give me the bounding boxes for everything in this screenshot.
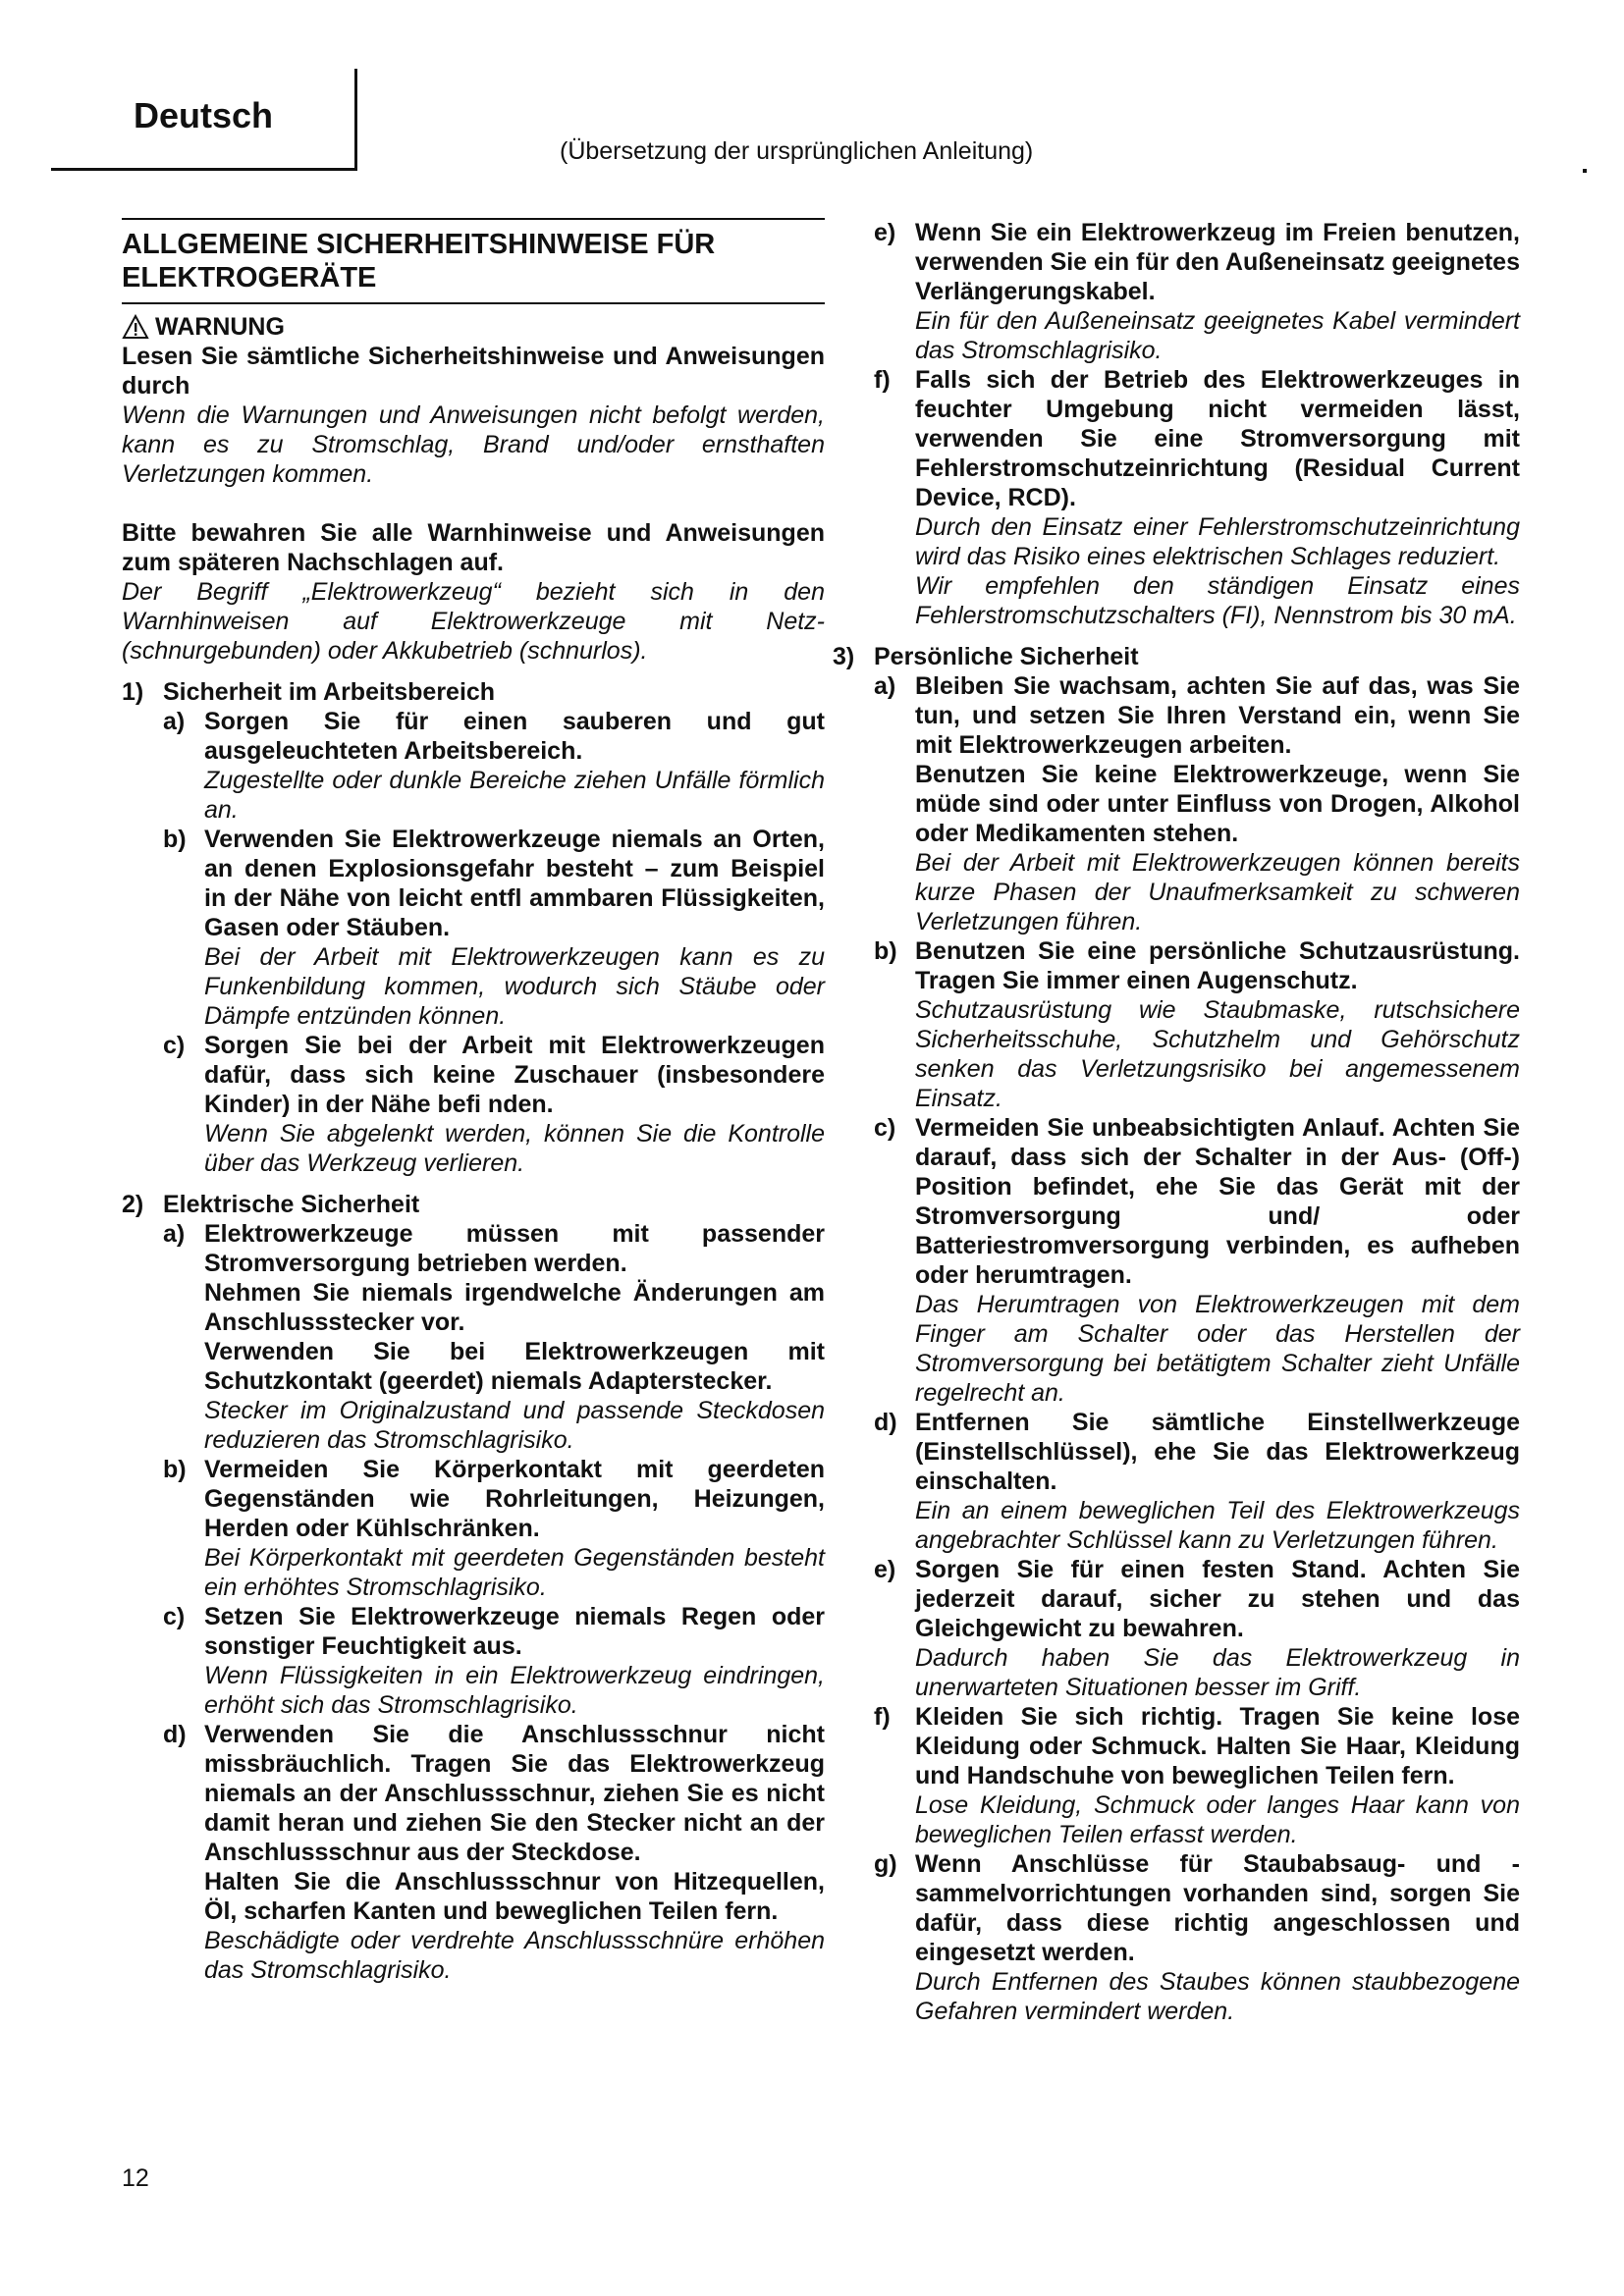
item-instruction: Vermeiden Sie Körperkontakt mit geerdeten Gegenständen wie Rohrleitungen, Heizungen, Herden oder Kühlschränken.: [204, 1456, 825, 1542]
section-3-number: 3): [833, 643, 855, 670]
section-3-title: Persönliche Sicherheit: [874, 643, 1139, 670]
list-item: [874, 365, 1520, 630]
list-item: [874, 1113, 1520, 1408]
item-instruction: Falls sich der Betrieb des Elektrowerkzeuges in feuchter Umgebung nicht vermeiden lässt, verwenden Sie eine Stromversorgung mit Fehlerstromschutzeinrichtung (Residual Current Device, RCD).: [915, 366, 1520, 511]
item-explanation: Wir empfehlen den ständigen Einsatz eines Fehlerstromschutzschalters (FI), Nennstrom bis 30 mA.: [915, 572, 1520, 629]
list-item: [163, 1602, 825, 1720]
list-item: [874, 671, 1520, 936]
warning-triangle-icon: [122, 314, 149, 340]
heading-block: [122, 218, 825, 304]
item-instruction: Verwenden Sie Elektrowerkzeuge niemals an Orten, an denen Explosionsgefahr besteht – zum Beispiel in der Nähe von leicht entfl ammbaren Flüssigkeiten, Gasen oder Stäuben.: [204, 826, 825, 941]
language-label: Deutsch: [134, 95, 274, 135]
warning-term-definition: Der Begriff „Elektrowerkzeug“ bezieht sich in den Warnhinweisen auf Elektrowerkzeuge mit Netz- (schnurgebunden) oder Akkubetrieb (schnurlos).: [122, 578, 825, 665]
warning-keep-instructions: Bitte bewahren Sie alle Warnhinweise und Anweisungen zum späteren Nachschlagen auf.: [122, 519, 825, 576]
page-number: 12: [122, 2164, 149, 2192]
list-item: [163, 825, 825, 1031]
item-explanation: Ein an einem beweglichen Teil des Elektrowerkzeugs angebrachter Schlüssel kann zu Verletzungen führen.: [915, 1497, 1520, 1554]
item-label: d): [874, 1409, 897, 1436]
item-instruction: Wenn Sie ein Elektrowerkzeug im Freien benutzen, verwenden Sie ein für den Außeneinsatz geeignetes Verlängerungskabel.: [915, 219, 1520, 305]
item-instruction: Nehmen Sie niemals irgendwelche Änderungen am Anschlussstecker vor.: [204, 1279, 825, 1336]
section-2-items-continued: [833, 218, 1520, 630]
right-column: [833, 218, 1520, 2026]
item-explanation: Stecker im Originalzustand und passende Steckdosen reduzieren das Stromschlagrisiko.: [204, 1397, 825, 1454]
item-label: b): [163, 826, 187, 853]
item-instruction: Benutzen Sie eine persönliche Schutzausrüstung. Tragen Sie immer einen Augenschutz.: [915, 937, 1520, 994]
item-instruction: Benutzen Sie keine Elektrowerkzeuge, wenn Sie müde sind oder unter Einfluss von Drogen, Alkohol oder Medikamenten stehen.: [915, 761, 1520, 847]
item-instruction: Kleiden Sie sich richtig. Tragen Sie keine lose Kleidung oder Schmuck. Halten Sie Haar, Kleidung und Handschuhe von beweglichen Teilen fern.: [915, 1703, 1520, 1789]
list-item: [163, 707, 825, 825]
list-item: [874, 936, 1520, 1113]
item-instruction: Bleiben Sie wachsam, achten Sie auf das, was Sie tun, und setzen Sie Ihren Verstand ein, wenn Sie mit Elektrowerkzeugen arbeiten.: [915, 672, 1520, 759]
item-label: g): [874, 1850, 897, 1878]
item-label: c): [163, 1603, 186, 1630]
section-2-number: 2): [122, 1191, 144, 1218]
item-explanation: Lose Kleidung, Schmuck oder langes Haar kann von beweglichen Teilen erfasst werden.: [915, 1791, 1520, 1848]
item-explanation: Durch Entfernen des Staubes können staubbezogene Gefahren vermindert werden.: [915, 1968, 1520, 2025]
item-instruction: Sorgen Sie bei der Arbeit mit Elektrowerkzeugen dafür, dass sich keine Zuschauer (insbesondere Kinder) in der Nähe befi nden.: [204, 1032, 825, 1118]
item-explanation: Dadurch haben Sie das Elektrowerkzeug in unerwarteten Situationen besser im Griff.: [915, 1644, 1520, 1701]
list-item: [874, 218, 1520, 365]
item-explanation: Ein für den Außeneinsatz geeignetes Kabel vermindert das Stromschlagrisiko.: [915, 307, 1520, 364]
item-instruction: Sorgen Sie für einen sauberen und gut ausgeleuchteten Arbeitsbereich.: [204, 708, 825, 765]
item-label: a): [874, 672, 896, 700]
item-explanation: Das Herumtragen von Elektrowerkzeugen mit dem Finger am Schalter oder das Herstellen der Stromversorgung bei betätigtem Schalter zieht Unfälle regelrecht an.: [915, 1291, 1520, 1407]
section-2-title: Elektrische Sicherheit: [163, 1191, 420, 1218]
section-1-items: [122, 707, 825, 1178]
list-item: [163, 1219, 825, 1455]
item-explanation: Wenn Sie abgelenkt werden, können Sie die Kontrolle über das Werkzeug verlieren.: [204, 1120, 825, 1177]
item-label: c): [874, 1114, 896, 1142]
item-label: f): [874, 1703, 891, 1731]
list-item: [163, 1720, 825, 1985]
list-item: [163, 1031, 825, 1178]
item-instruction: Halten Sie die Anschlussschnur von Hitzequellen, Öl, scharfen Kanten und beweglichen Teilen fern.: [204, 1868, 825, 1925]
item-instruction: Verwenden Sie bei Elektrowerkzeugen mit Schutzkontakt (geerdet) niemals Adapterstecker.: [204, 1338, 825, 1395]
section-1-header: [122, 677, 825, 707]
page-heading: ALLGEMEINE SICHERHEITSHINWEISE FÜR ELEKTROGERÄTE: [122, 229, 716, 294]
item-explanation: Bei der Arbeit mit Elektrowerkzeugen kann es zu Funkenbildung kommen, wodurch sich Stäube oder Dämpfe entzünden können.: [204, 943, 825, 1030]
item-label: b): [163, 1456, 187, 1483]
section-2-items: [122, 1219, 825, 1985]
section-3-header: [833, 642, 1520, 671]
list-item: [874, 1555, 1520, 1702]
item-label: a): [163, 708, 186, 735]
item-label: e): [874, 1556, 896, 1583]
list-item: [874, 1702, 1520, 1849]
warning-consequence: Wenn die Warnungen und Anweisungen nicht befolgt werden, kann es zu Stromschlag, Brand und/oder ernsthaften Verletzungen kommen.: [122, 401, 825, 488]
warning-read-all: Lesen Sie sämtliche Sicherheitshinweise und Anweisungen durch: [122, 343, 825, 400]
item-instruction: Verwenden Sie die Anschlussschnur nicht missbräuchlich. Tragen Sie das Elektrowerkzeug niemals an der Anschlussschnur, ziehen Sie es nicht damit heran und ziehen Sie den Stecker nicht an der Anschlussschnur aus der Steckdose.: [204, 1721, 825, 1866]
item-label: b): [874, 937, 897, 965]
section-1-number: 1): [122, 678, 144, 706]
item-instruction: Sorgen Sie für einen festen Stand. Achten Sie jederzeit darauf, sicher zu stehen und das Gleichgewicht zu bewahren.: [915, 1556, 1520, 1642]
item-explanation: Zugestellte oder dunkle Bereiche ziehen Unfälle förmlich an.: [204, 767, 825, 824]
item-instruction: Wenn Anschlüsse für Staubabsaug- und -sammelvorrichtungen vorhanden sind, sorgen Sie dafür, dass diese richtig angeschlossen und eingesetzt werden.: [915, 1850, 1520, 1966]
translation-note: (Übersetzung der ursprünglichen Anleitung): [560, 137, 1034, 165]
item-explanation: Bei Körperkontakt mit geerdeten Gegenständen besteht ein erhöhtes Stromschlagrisiko.: [204, 1544, 825, 1601]
item-label: a): [163, 1220, 186, 1248]
section-3-items: [833, 671, 1520, 2026]
item-label: f): [874, 366, 891, 394]
section-1-title: Sicherheit im Arbeitsbereich: [163, 678, 496, 706]
warning-title: [122, 312, 825, 342]
item-explanation: Beschädigte oder verdrehte Anschlussschnüre erhöhen das Stromschlagrisiko.: [204, 1927, 825, 1984]
list-item: [874, 1849, 1520, 2026]
corner-mark: [1583, 169, 1587, 173]
item-label: d): [163, 1721, 187, 1748]
item-label: e): [874, 219, 896, 246]
list-item: [874, 1408, 1520, 1555]
item-instruction: Entfernen Sie sämtliche Einstellwerkzeuge (Einstellschlüssel), ehe Sie das Elektrowerkzeug einschalten.: [915, 1409, 1520, 1495]
warning-label: WARNUNG: [155, 313, 285, 341]
item-instruction: Elektrowerkzeuge müssen mit passender Stromversorgung betrieben werden.: [204, 1220, 825, 1277]
item-instruction: Vermeiden Sie unbeabsichtigten Anlauf. Achten Sie darauf, dass sich der Schalter in der Aus- (Off-) Position befindet, ehe Sie das Gerät mit der Stromversorgung und/ oder Batteriestromversorgung verbinden, es aufheben oder herumtragen.: [915, 1114, 1520, 1289]
item-explanation: Durch den Einsatz einer Fehlerstromschutzeinrichtung wird das Risiko eines elektrischen Schlages reduziert.: [915, 513, 1520, 570]
item-explanation: Schutzausrüstung wie Staubmaske, rutschsichere Sicherheitsschuhe, Schutzhelm und Gehörschutz senken das Verletzungsrisiko bei angemessenem Einsatz.: [915, 996, 1520, 1112]
item-explanation: Bei der Arbeit mit Elektrowerkzeugen können bereits kurze Phasen der Unaufmerksamkeit zu schweren Verletzungen führen.: [915, 849, 1520, 935]
item-instruction: Setzen Sie Elektrowerkzeuge niemals Regen oder sonstiger Feuchtigkeit aus.: [204, 1603, 825, 1660]
item-label: c): [163, 1032, 186, 1059]
left-column: [122, 218, 825, 1985]
section-2-header: [122, 1190, 825, 1219]
item-explanation: Wenn Flüssigkeiten in ein Elektrowerkzeug eindringen, erhöht sich das Stromschlagrisiko.: [204, 1662, 825, 1719]
list-item: [163, 1455, 825, 1602]
